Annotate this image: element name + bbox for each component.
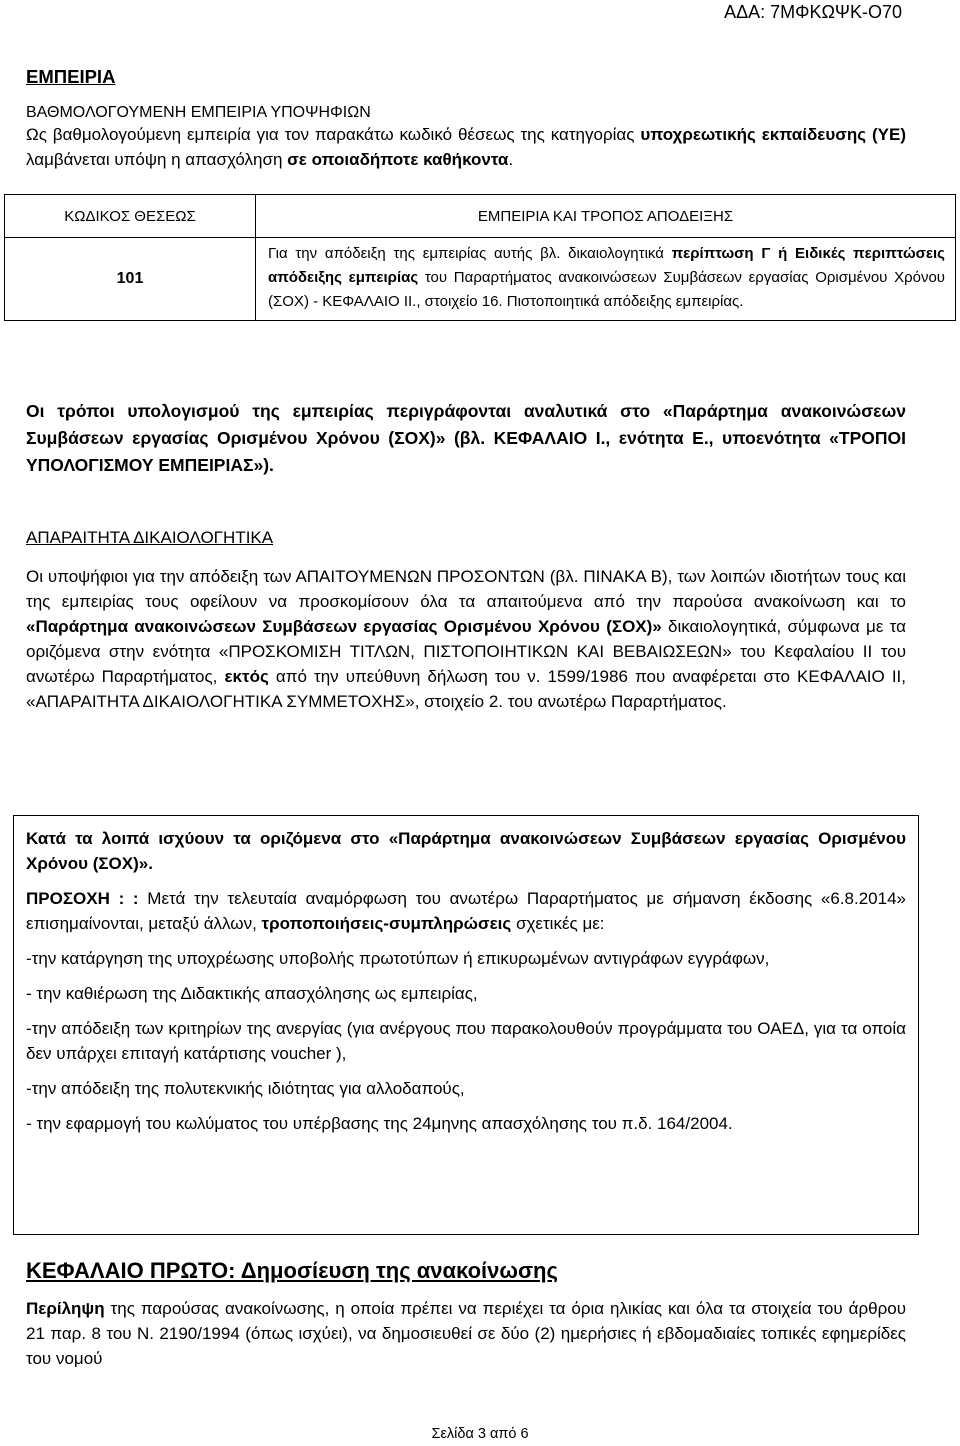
col-header-experience: ΕΜΠΕΙΡΙΑ ΚΑΙ ΤΡΟΠΟΣ ΑΠΟΔΕΙΞΗΣ [256,195,956,238]
notice-lead: Κατά τα λοιπά ισχύουν τα οριζόμενα στο «Παράρτημα ανακοινώσεων Συμβάσεων εργασίας Ορισμένου Χρόνου (ΣΟΧ)». [26,829,906,873]
position-code: 101 [5,238,256,321]
list-item: - την καθιέρωση της Διδακτικής απασχόλησης ως εμπειρίας, [26,984,478,1003]
experience-subtitle: ΒΑΘΜΟΛΟΓΟΥΜΕΝΗ ΕΜΠΕΙΡΙΑ ΥΠΟΨΗΦΙΩΝ [26,104,371,121]
calculation-note: Οι τρόποι υπολογισμού της εμπειρίας περιγράφονται αναλυτικά στο «Παράρτημα ανακοινώσεων Συμβάσεων εργασίας Ορισμένου Χρόνου (ΣΟΧ)» (βλ. ΚΕΦΑΛΑΙΟ Ι., ενότητα Ε., υποενότητα «ΤΡΟΠΟΙ ΥΠΟΛΟΓΙΣΜΟΥ ΕΜΠΕΙΡΙΑΣ»). [26,401,906,475]
notice-box [13,815,919,1235]
required-docs-section [26,528,906,714]
document-id: ΑΔΑ: 7ΜΦΚΩΨΚ-Ο70 [724,2,902,22]
page-number: Σελίδα 3 από 6 [431,1426,529,1442]
required-docs-text: Οι υποψήφιοι για την απόδειξη των ΑΠΑΙΤΟΥΜΕΝΩΝ ΠΡΟΣΟΝΤΩΝ (βλ. ΠΙΝΑΚΑ Β), των λοιπών ιδιοτήτων τους και της εμπειρίας τους οφείλουν να προσκομίσουν όλα τα απαιτούμενα από την παρούσα ανακοίνωση και το «Παράρτημα ανακοινώσεων Συμβάσεων εργασίας Ορισμένου Χρόνου (ΣΟΧ)» δικαιολογητικά, σύμφωνα με τα οριζόμενα στην ενότητα «ΠΡΟΣΚΟΜΙΣΗ ΤΙΤΛΩΝ, ΠΙΣΤΟΠΟΙΗΤΙΚΩΝ ΚΑΙ ΒΕΒΑΙΩΣΕΩΝ» του Κεφαλαίου ΙΙ του ανωτέρω Παραρτήματος, εκτός από την υπεύθυνη δήλωση του ν. 1599/1986 που αναφέρεται στο ΚΕΦΑΛΑΙΟ ΙΙ, «ΑΠΑΡΑΙΤΗΤΑ ΔΙΚΑΙΟΛΟΓΗΤΙΚΑ ΣΥΜΜΕΤΟΧΗΣ», στοιχείο 2. του ανωτέρω Παραρτήματος. [26,567,906,711]
required-docs-title: ΑΠΑΡΑΙΤΗΤΑ ΔΙΚΑΙΟΛΟΓΗΤΙΚΑ [26,528,274,547]
attention-text: ΠΡΟΣΟΧΗ : : Μετά την τελευταία αναμόρφωση του ανωτέρω Παραρτήματος με σήμανση έκδοσης «6.8.2014» επισημαίνονται, μεταξύ άλλων, τροποποιήσεις-συμπληρώσεις σχετικές με: [26,889,906,933]
chapter-summary: Περίληψη της παρούσας ανακοίνωσης, η οποία πρέπει να περιέχει τα όρια ηλικίας και όλα τα στοιχεία του άρθρου 21 παρ. 8 του Ν. 2190/1994 (όπως ισχύει), να δημοσιευθεί σε δύο (2) ημερήσιες ή εβδομαδιαίες τοπικές εφημερίδες του νομού [26,1299,906,1368]
list-item: -την κατάργηση της υποχρέωσης υποβολής πρωτοτύπων ή επικυρωμένων αντιγράφων εγγράφων, [26,949,770,968]
experience-intro: Ως βαθμολογούμενη εμπειρία για τον παρακάτω κωδικό θέσεως της κατηγορίας υποχρεωτικής εκπαίδευσης (ΥΕ) λαμβάνεται υπόψη η απασχόληση σε οποιαδήποτε καθήκοντα. [26,125,906,169]
attention-label: ΠΡΟΣΟΧΗ : : [26,889,139,908]
list-item: -την απόδειξη της πολυτεκνικής ιδιότητας για αλλοδαπούς, [26,1079,465,1098]
chapter-section [26,1258,906,1371]
experience-description: Για την απόδειξη της εμπειρίας αυτής βλ. δικαιολογητικά περίπτωση Γ ή Ειδικές περιπτώσεις απόδειξης εμπειρίας του Παραρτήματος ανακοινώσεων Συμβάσεων εργασίας Ορισμένου Χρόνου (ΣΟΧ) - ΚΕΦΑΛΑΙΟ ΙΙ., στοιχείο 16. Πιστοποιητικά απόδειξης εμπειρίας. [256,238,956,321]
list-item: -την απόδειξη των κριτηρίων της ανεργίας (για ανέργους που παρακολουθούν προγράμματα του ΟΑΕΔ, για τα οποία δεν υπάρχει επιταγή κατάρτισης voucher ), [26,1019,906,1063]
col-header-code: ΚΩΔΙΚΟΣ ΘΕΣΕΩΣ [5,195,256,238]
experience-title: ΕΜΠΕΙΡΙΑ [26,66,116,87]
experience-section [26,66,906,172]
list-item: - την εφαρμογή του κωλύματος του υπέρβασης της 24μηνης απασχόλησης του π.δ. 164/2004. [26,1114,733,1133]
chapter-title: ΚΕΦΑΛΑΙΟ ΠΡΩΤΟ: Δημοσίευση της ανακοίνωσης [26,1258,558,1283]
experience-table [4,194,956,321]
